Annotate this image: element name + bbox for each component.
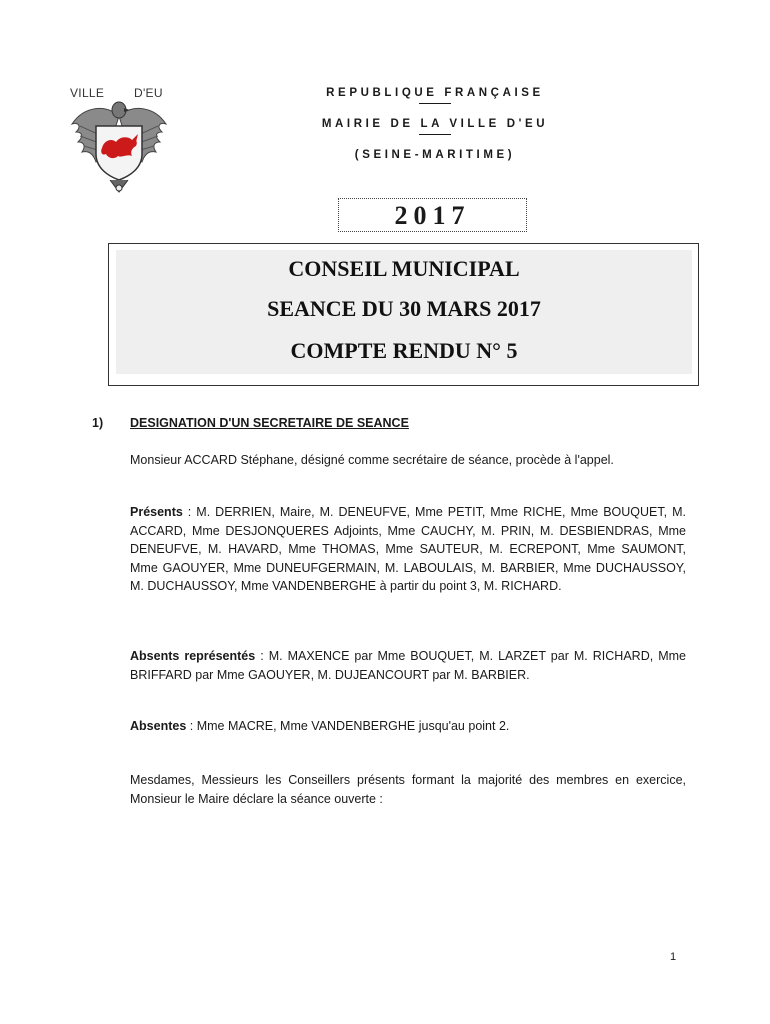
- title-box: [108, 243, 699, 386]
- document-header: [250, 86, 620, 163]
- absents-represented-paragraph: [130, 647, 686, 684]
- section-number: 1): [92, 416, 104, 430]
- title-compte-rendu: COMPTE RENDU N° 5: [290, 338, 518, 363]
- header-republique: REPUBLIQUE FRANÇAISE: [326, 87, 544, 99]
- absents-represented-list: : M. MAXENCE par Mme BOUQUET, M. LARZET par M. RICHARD, Mme BRIFFARD par Mme GAOUYER, M. DUJEANCOURT par M. BARBIER.: [130, 649, 686, 682]
- header-separator: [419, 134, 451, 135]
- closing-paragraph: Mesdames, Messieurs les Conseillers présents formant la majorité des membres en exercice, Monsieur le Maire déclare la séance ouverte :: [130, 773, 686, 806]
- presents-label: Présents: [130, 505, 183, 519]
- presents-list: : M. DERRIEN, Maire, M. DENEUFVE, Mme PETIT, Mme RICHE, Mme BOUQUET, M. ACCARD, Mme DESJONQUERES Adjoints, Mme CAUCHY, M. PRIN, M. DESBIENDRAS, Mme DENEUFVE, M. HAVARD, Mme THOMAS, Mme SAUTEUR, M. ECREPONT, Mme SAUMONT, Mme GAOUYER, Mme DUNEUFGERMAIN, M. LABOULAIS, M. BARBIER, Mme DUCHAUSSOY, M. DUCHAUSSOY, Mme VANDENBERGHE à partir du point 3, M. RICHARD.: [130, 505, 686, 594]
- absentes-label: Absentes: [130, 719, 187, 733]
- logo-text-deu: D'EU: [134, 86, 163, 100]
- year-box: 2017: [338, 198, 527, 232]
- header-separator: [419, 103, 451, 104]
- presents-paragraph: [130, 503, 686, 596]
- absentes-list: : Mme MACRE, Mme VANDENBERGHE jusqu'au point 2.: [186, 719, 510, 733]
- title-background: [116, 250, 692, 374]
- intro-paragraph: Monsieur ACCARD Stéphane, désigné comme secrétaire de séance, procède à l'appel.: [130, 453, 614, 467]
- section-heading: DESIGNATION D'UN SECRETAIRE DE SEANCE: [130, 416, 409, 430]
- absents-represented-label: Absents représentés: [130, 649, 256, 663]
- header-mairie: MAIRIE DE LA VILLE D'EU: [321, 118, 549, 130]
- title-conseil: CONSEIL MUNICIPAL: [288, 256, 520, 281]
- coat-of-arms-icon: [66, 96, 172, 198]
- page-number: 1: [670, 951, 677, 963]
- title-seance: SEANCE DU 30 MARS 2017: [267, 296, 541, 321]
- logo-text-ville: VILLE: [70, 86, 105, 100]
- absentes-paragraph: [130, 717, 686, 736]
- header-department: (SEINE-MARITIME): [354, 149, 516, 161]
- city-logo: [66, 86, 172, 198]
